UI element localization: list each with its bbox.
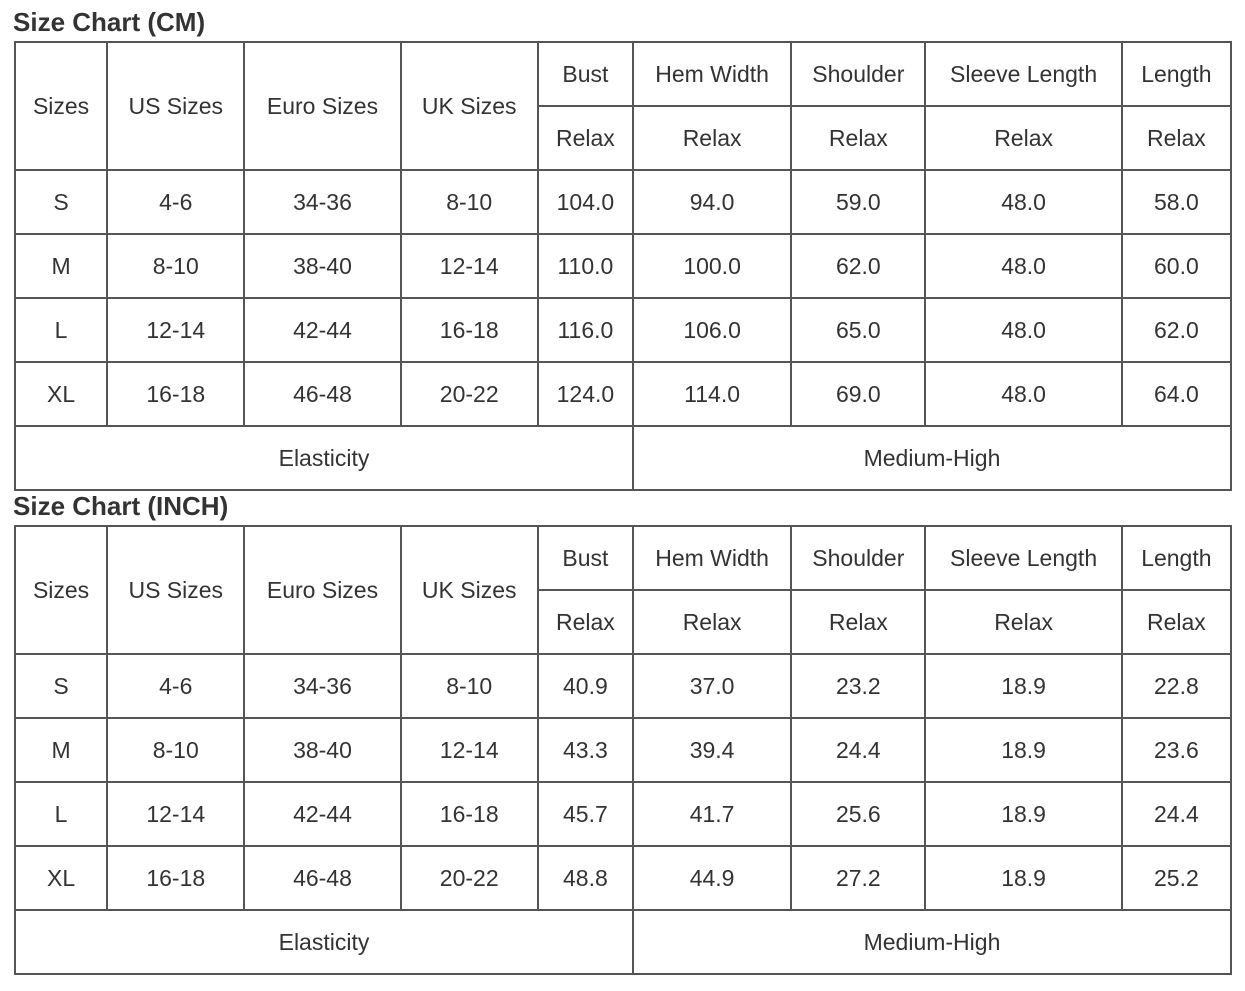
- header-cell: Sizes: [16, 43, 106, 169]
- subheader-cell: Relax: [792, 591, 924, 653]
- table-cell: 110.0: [539, 235, 632, 297]
- table-cell: XL: [16, 847, 106, 909]
- table-cell: 18.9: [926, 783, 1120, 845]
- table-row: [16, 363, 1230, 425]
- table-cell: 8-10: [108, 719, 243, 781]
- header-cell: Shoulder: [792, 527, 924, 589]
- header-cell: Hem Width: [634, 527, 790, 589]
- header-cell: US Sizes: [108, 527, 243, 653]
- table-cell: 34-36: [245, 171, 399, 233]
- size-chart-cm-table: [14, 41, 1232, 491]
- header-cell: Euro Sizes: [245, 43, 399, 169]
- subheader-cell: Relax: [539, 591, 632, 653]
- header-row: [16, 43, 1230, 105]
- table-cell: 24.4: [1123, 783, 1230, 845]
- table-cell: 40.9: [539, 655, 632, 717]
- table-row: [16, 299, 1230, 361]
- elasticity-label: Elasticity: [16, 427, 632, 489]
- table-cell: 8-10: [108, 235, 243, 297]
- table-cell: L: [16, 299, 106, 361]
- table-cell: 20-22: [402, 847, 537, 909]
- table-cell: M: [16, 235, 106, 297]
- table-cell: 48.8: [539, 847, 632, 909]
- table-cell: 37.0: [634, 655, 790, 717]
- table-row: [16, 655, 1230, 717]
- table-cell: 20-22: [402, 363, 537, 425]
- table-cell: 12-14: [402, 235, 537, 297]
- table-cell: 42-44: [245, 299, 399, 361]
- subheader-cell: Relax: [1123, 107, 1230, 169]
- elasticity-label: Elasticity: [16, 911, 632, 973]
- table-cell: 38-40: [245, 719, 399, 781]
- table-cell: 45.7: [539, 783, 632, 845]
- table-cell: 27.2: [792, 847, 924, 909]
- table-cell: 4-6: [108, 171, 243, 233]
- elasticity-value: Medium-High: [634, 911, 1230, 973]
- subheader-cell: Relax: [792, 107, 924, 169]
- table-cell: 114.0: [634, 363, 790, 425]
- table-cell: 8-10: [402, 655, 537, 717]
- table-cell: 64.0: [1123, 363, 1230, 425]
- table-cell: 69.0: [792, 363, 924, 425]
- header-cell: Sizes: [16, 527, 106, 653]
- header-cell: Sleeve Length: [926, 43, 1120, 105]
- header-cell: US Sizes: [108, 43, 243, 169]
- table-cell: 65.0: [792, 299, 924, 361]
- subheader-cell: Relax: [926, 591, 1120, 653]
- header-cell: Sleeve Length: [926, 527, 1120, 589]
- elasticity-value: Medium-High: [634, 427, 1230, 489]
- table-cell: XL: [16, 363, 106, 425]
- size-chart-inch-table: [14, 525, 1232, 975]
- table-cell: 46-48: [245, 847, 399, 909]
- table-cell: 42-44: [245, 783, 399, 845]
- subheader-cell: Relax: [634, 591, 790, 653]
- table-cell: 48.0: [926, 171, 1120, 233]
- table-cell: 43.3: [539, 719, 632, 781]
- footer-row: [16, 427, 1230, 489]
- table-cell: 25.6: [792, 783, 924, 845]
- header-cell: Length: [1123, 527, 1230, 589]
- header-cell: UK Sizes: [402, 43, 537, 169]
- header-cell: Bust: [539, 43, 632, 105]
- subheader-cell: Relax: [634, 107, 790, 169]
- table-cell: 23.6: [1123, 719, 1230, 781]
- table-cell: 12-14: [402, 719, 537, 781]
- table-row: [16, 719, 1230, 781]
- table-cell: 124.0: [539, 363, 632, 425]
- table-row: [16, 847, 1230, 909]
- table-cell: 41.7: [634, 783, 790, 845]
- table-cell: 44.9: [634, 847, 790, 909]
- table-cell: 106.0: [634, 299, 790, 361]
- table-cell: 58.0: [1123, 171, 1230, 233]
- table-cell: 48.0: [926, 363, 1120, 425]
- table-cell: 62.0: [1123, 299, 1230, 361]
- subheader-cell: Relax: [539, 107, 632, 169]
- table-cell: 62.0: [792, 235, 924, 297]
- table-cell: 16-18: [108, 363, 243, 425]
- table-cell: 16-18: [402, 783, 537, 845]
- table-cell: L: [16, 783, 106, 845]
- table-cell: M: [16, 719, 106, 781]
- table-row: [16, 235, 1230, 297]
- table-cell: 25.2: [1123, 847, 1230, 909]
- table-cell: S: [16, 655, 106, 717]
- header-cell: UK Sizes: [402, 527, 537, 653]
- header-cell: Hem Width: [634, 43, 790, 105]
- header-cell: Bust: [539, 527, 632, 589]
- table-cell: 39.4: [634, 719, 790, 781]
- table-cell: 38-40: [245, 235, 399, 297]
- table-cell: 46-48: [245, 363, 399, 425]
- table-cell: 48.0: [926, 299, 1120, 361]
- table-cell: 16-18: [402, 299, 537, 361]
- table-cell: 4-6: [108, 655, 243, 717]
- subheader-cell: Relax: [1123, 591, 1230, 653]
- size-chart-cm-title: Size Chart (CM): [13, 7, 206, 37]
- table-cell: 34-36: [245, 655, 399, 717]
- table-cell: 18.9: [926, 655, 1120, 717]
- table-cell: 60.0: [1123, 235, 1230, 297]
- header-cell: Euro Sizes: [245, 527, 399, 653]
- subheader-cell: Relax: [926, 107, 1120, 169]
- table-cell: 18.9: [926, 719, 1120, 781]
- table-cell: 16-18: [108, 847, 243, 909]
- table-cell: 94.0: [634, 171, 790, 233]
- table-cell: 8-10: [402, 171, 537, 233]
- table-cell: 22.8: [1123, 655, 1230, 717]
- size-chart-inch-title: Size Chart (INCH): [13, 491, 229, 521]
- footer-row: [16, 911, 1230, 973]
- table-cell: 100.0: [634, 235, 790, 297]
- table-cell: 59.0: [792, 171, 924, 233]
- table-cell: 48.0: [926, 235, 1120, 297]
- header-row: [16, 527, 1230, 589]
- table-cell: S: [16, 171, 106, 233]
- table-row: [16, 171, 1230, 233]
- header-cell: Shoulder: [792, 43, 924, 105]
- table-cell: 116.0: [539, 299, 632, 361]
- table-cell: 24.4: [792, 719, 924, 781]
- table-cell: 12-14: [108, 299, 243, 361]
- table-cell: 104.0: [539, 171, 632, 233]
- header-cell: Length: [1123, 43, 1230, 105]
- table-row: [16, 783, 1230, 845]
- table-cell: 18.9: [926, 847, 1120, 909]
- table-cell: 12-14: [108, 783, 243, 845]
- table-cell: 23.2: [792, 655, 924, 717]
